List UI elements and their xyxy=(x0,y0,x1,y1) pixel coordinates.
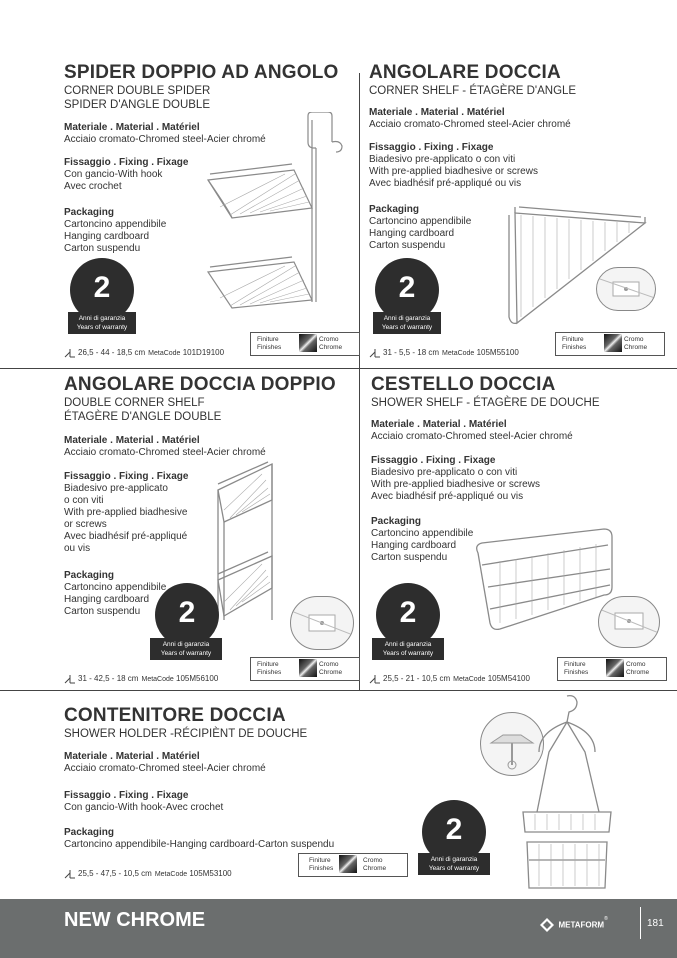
dimensions-icon xyxy=(369,674,381,684)
material-section: Materiale . Material . Matériel Acciaio cromato-Chromed steel-Acier chromé xyxy=(64,435,266,458)
product-image-corner-spider xyxy=(200,112,350,312)
fixing-section: Fissaggio . Fixing . Fixage Biadesivo pre-applicato o con viti With pre-applied biadhesive or screws Avec biadhésif pré-appliqué ou vis xyxy=(371,455,540,502)
page-number: 181 xyxy=(647,918,664,929)
material-section: Materiale . Material . Matériel Acciaio cromato-Chromed steel-Acier chromé xyxy=(64,751,266,774)
packaging-section: Packaging Cartoncino appendibile Hanging cardboard Carton suspendu xyxy=(64,570,167,617)
chrome-swatch xyxy=(606,659,624,677)
chrome-swatch xyxy=(299,334,317,352)
product-title: ANGOLARE DOCCIA xyxy=(369,62,561,83)
warranty-badge: 2 xyxy=(155,583,219,647)
metaform-logo-icon xyxy=(540,918,554,932)
product-title: CESTELLO DOCCIA xyxy=(371,374,556,395)
product-image-shower-caddy xyxy=(515,692,620,897)
detail-zoom-mount xyxy=(598,596,660,648)
dimensions-row: 31 - 5,5 - 18 cm MetaCode 105M55100 xyxy=(369,348,519,358)
warranty-label: Anni di garanzia Years of warranty xyxy=(418,853,490,875)
dimensions-icon xyxy=(64,348,76,358)
product-subtitle: CORNER DOUBLE SPIDER SPIDER D'ANGLE DOUBLE xyxy=(64,85,211,111)
material-section: Materiale . Material . Matériel Acciaio cromato-Chromed steel-Acier chromé xyxy=(371,419,573,442)
finish-box: Finiture Finishes Cromo Chrome xyxy=(250,332,360,356)
finish-box: Finiture Finishes Cromo Chrome xyxy=(557,657,667,681)
chrome-swatch xyxy=(299,659,317,677)
footer-divider xyxy=(640,907,641,939)
packaging-section: Packaging Cartoncino appendibile Hanging cardboard Carton suspendu xyxy=(64,207,167,254)
product-subtitle: DOUBLE CORNER SHELF ÉTAGÈRE D'ANGLE DOUBLE xyxy=(64,397,222,423)
fixing-section: Fissaggio . Fixing . Fixage Con gancio-With hook-Avec crochet xyxy=(64,790,224,813)
packaging-section: Packaging Cartoncino appendibile Hanging cardboard Carton suspendu xyxy=(369,204,472,251)
chrome-swatch xyxy=(604,334,622,352)
vertical-divider-middle xyxy=(359,368,360,690)
warranty-label: Anni di garanzia Years of warranty xyxy=(373,312,441,334)
fixing-section: Fissaggio . Fixing . Fixage Biadesivo pre-applicato o con viti With pre-applied biadhesive or screws Avec biadhésif pré-appliqué ou vis xyxy=(369,142,538,189)
collection-title: NEW CHROME xyxy=(64,909,206,931)
detail-zoom-mount xyxy=(290,596,354,650)
product-title: CONTENITORE DOCCIA xyxy=(64,705,286,726)
dimensions-row: 31 - 42,5 - 18 cm MetaCode 105M56100 xyxy=(64,674,218,684)
detail-zoom-mount xyxy=(596,267,656,311)
product-title: SPIDER DOPPIO AD ANGOLO xyxy=(64,62,339,83)
warranty-label: Anni di garanzia Years of warranty xyxy=(68,312,136,334)
product-title: ANGOLARE DOCCIA DOPPIO xyxy=(64,374,336,395)
packaging-section: Packaging Cartoncino appendibile-Hanging cardboard-Carton suspendu xyxy=(64,827,335,850)
dimensions-icon xyxy=(369,348,381,358)
product-subtitle: CORNER SHELF - ÉTAGÈRE D'ANGLE xyxy=(369,85,577,97)
fixing-section: Fissaggio . Fixing . Fixage Biadesivo pre-applicato o con viti With pre-applied biadhesive or screws Avec biadhésif pré-appliqué ou vis xyxy=(64,471,189,554)
finish-box: Finiture Finishes Cromo Chrome xyxy=(298,853,408,877)
warranty-badge: 2 xyxy=(375,258,439,322)
warranty-label: Anni di garanzia Years of warranty xyxy=(372,638,444,660)
warranty-badge: 2 xyxy=(70,258,134,322)
packaging-section: Packaging Cartoncino appendibile Hanging cardboard Carton suspendu xyxy=(371,516,474,563)
brand-logo: METAFORM® xyxy=(540,916,608,930)
warranty-badge: 2 xyxy=(376,583,440,647)
chrome-swatch xyxy=(339,855,357,873)
vertical-divider-top xyxy=(359,73,360,368)
material-section: Materiale . Material . Matériel Acciaio cromato-Chromed steel-Acier chromé xyxy=(64,122,266,145)
product-subtitle: SHOWER SHELF - ÉTAGÈRE DE DOUCHE xyxy=(371,397,600,409)
fixing-section: Fissaggio . Fixing . Fixage Con gancio-With hook Avec crochet xyxy=(64,157,189,192)
material-section: Materiale . Material . Matériel Acciaio cromato-Chromed steel-Acier chromé xyxy=(369,107,571,130)
horizontal-divider-1 xyxy=(0,368,677,369)
finish-box: Finiture Finishes Cromo Chrome xyxy=(250,657,360,681)
dimensions-icon xyxy=(64,869,76,879)
product-subtitle: SHOWER HOLDER -RÉCIPIÈNT DE DOUCHE xyxy=(64,728,308,740)
finish-box: Finiture Finishes Cromo Chrome xyxy=(555,332,665,356)
warranty-label: Anni di garanzia Years of warranty xyxy=(150,638,222,660)
page-footer xyxy=(0,899,677,958)
dimensions-row: 25,5 - 47,5 - 10,5 cm MetaCode 105M53100 xyxy=(64,869,232,879)
dimensions-row: 26,5 - 44 - 18,5 cm MetaCode 101D19100 xyxy=(64,348,224,358)
dimensions-row: 25,5 - 21 - 10,5 cm MetaCode 105M54100 xyxy=(369,674,530,684)
dimensions-icon xyxy=(64,674,76,684)
brand-name: METAFORM xyxy=(558,920,605,930)
horizontal-divider-2 xyxy=(0,690,677,691)
warranty-badge: 2 xyxy=(422,800,486,864)
